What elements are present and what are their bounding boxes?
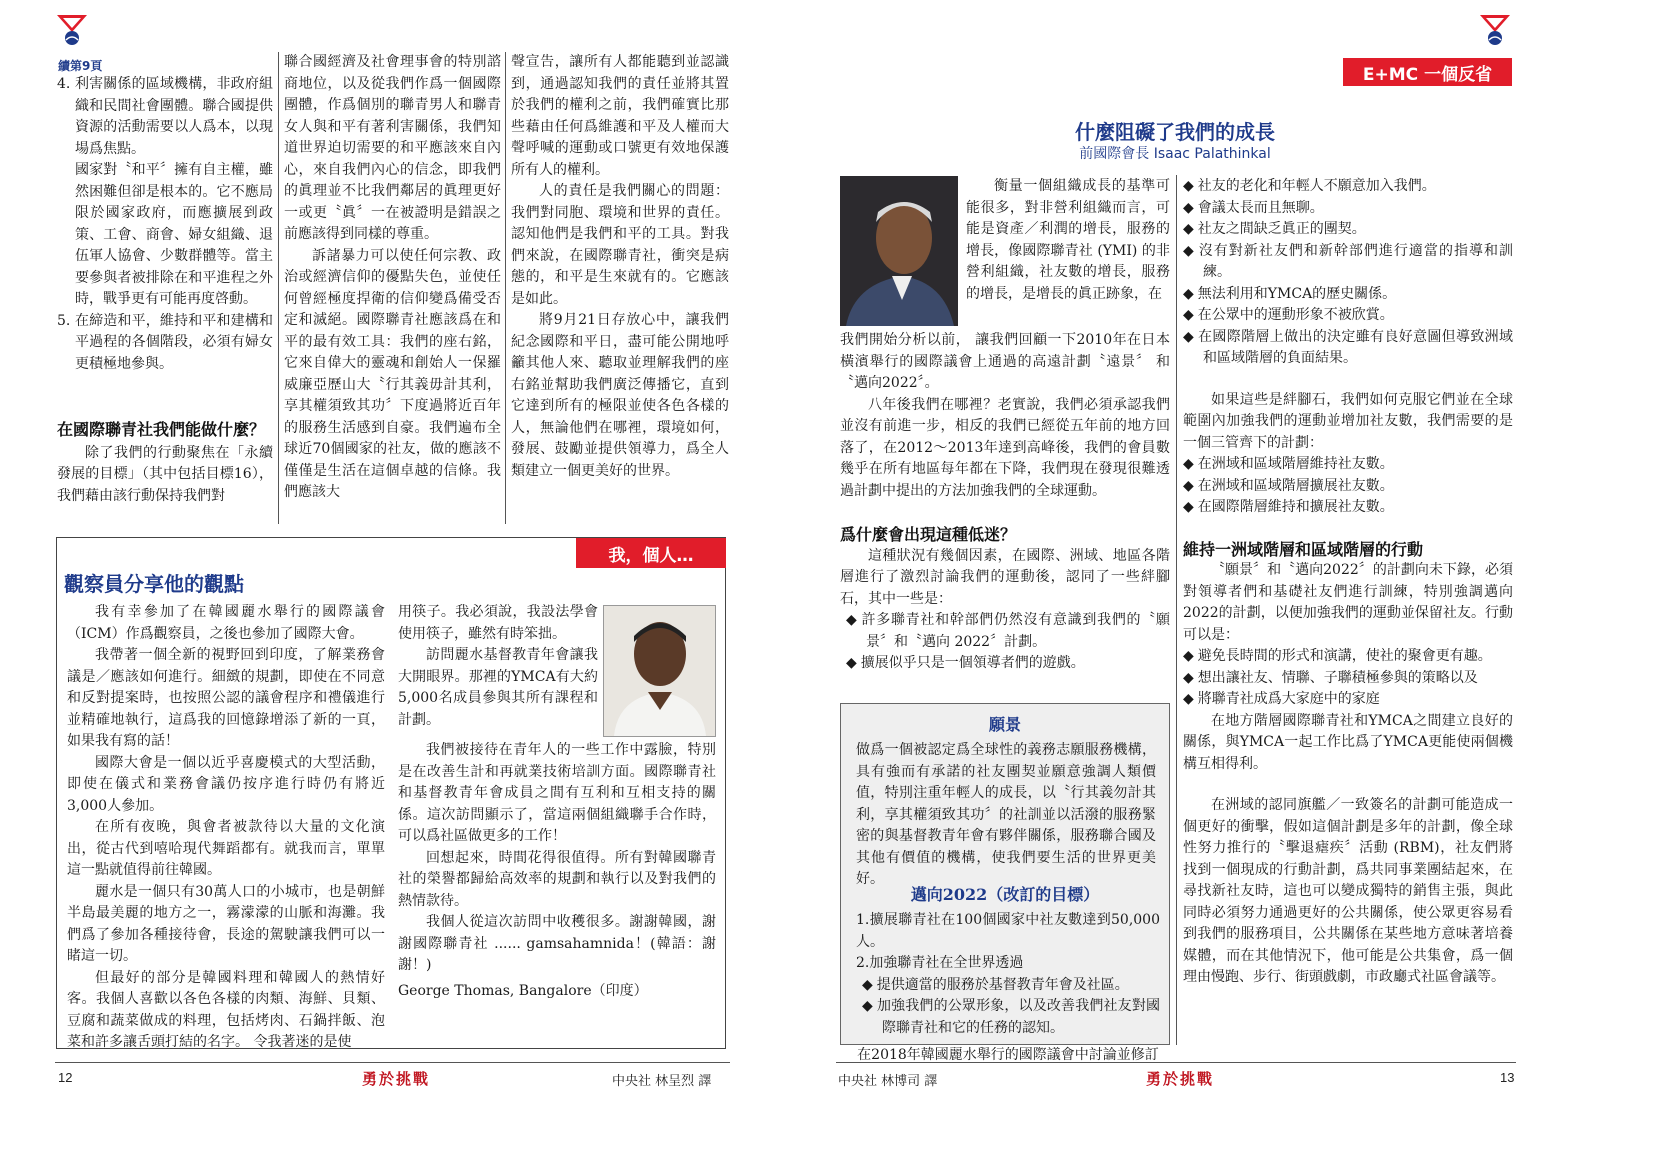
logo-left bbox=[55, 12, 89, 50]
paragraph: 我有幸參加了在韓國麗水舉行的國際議會（ICM）作爲觀察員，之後也參加了國際大會。 bbox=[67, 604, 385, 642]
paragraph: 我帶著一個全新的視野回到印度，了解業務會議是／應該如何進行。細緻的規劃，即使在不同意和反對提案時，也按照公認的議會程序和禮儀進行並精確地執行，這爲我的回憶錄增添了新的一頁，如果我有寫的話！ bbox=[67, 647, 385, 749]
paragraph: 我們開始分析以前， 讓我們回顧一下2010年在日本橫濱舉行的國際議會上通過的高遠計劃〝遠景〞 和〝邁向2022〞。 bbox=[840, 332, 1170, 391]
observer-col2 bbox=[398, 740, 716, 1002]
paragraph: 人的責任是我們關心的問題：我們對同胞、環境和世界的責任。認知他們是我們和平的工具。對我們來說，在國際聯青社，衝突是病態的，和平是生來就有的。它應該是如此。 bbox=[511, 183, 729, 307]
footer-brand-left: 勇於挑戰 bbox=[362, 1070, 431, 1088]
bullet-item: ◆ 社友的老化和年輕人不願意加入我們。 bbox=[1183, 176, 1513, 198]
photo-george-thomas bbox=[603, 605, 716, 737]
bullet-item: ◆ 會議太長而且無聊。 bbox=[1183, 198, 1513, 220]
paragraph: 用筷子。我必須說，我設法學會使用筷子，雖然有時笨拙。 bbox=[398, 604, 598, 642]
section-tag-right: E+MC 一個反省 bbox=[1343, 58, 1512, 86]
bullet-item: ◆ 將聯青社成爲大家庭中的家庭 bbox=[1183, 689, 1513, 711]
bullet-item: ◆ 在公眾中的運動形象不被欣賞。 bbox=[1183, 305, 1513, 327]
paragraph: 做爲一個被認定爲全球性的義務志願服務機構，具有強而有承諾的社友團契並願意強調人類價值，特別注重年輕人的成長，以〝行其義勿計其利，享其權須致其功〞的社訓並以活潑的服務緊密的與基督教青年會有夥伴關係，服務聯合國及其他有價值的機構，使我們要生活的世界更美好。 bbox=[856, 742, 1156, 887]
paragraph: 八年後我們在哪裡？老實說，我們必須承認我們並沒有前進一步，相反的我們已經從五年前的地方回落了，在2012〜2013年達到高峰後，我們的會員數幾乎在所有地區每年都在下降，我們現在發現很難透過計劃中提出的方法加強我們的全球運動。 bbox=[840, 396, 1170, 499]
list-item: 2.加強聯青社在全世界透過 bbox=[856, 955, 1024, 971]
article-title: 什麼阻礙了我們的成長 bbox=[1075, 120, 1275, 144]
right-col1 bbox=[840, 330, 1170, 675]
paragraph: 這種狀況有幾個因素，在國際、洲域、地區各階層進行了激烈討論我們的運動後，認同了一些絆腳石，其中一些是： bbox=[840, 547, 1170, 607]
paragraph-state: 國家對〝和平〞擁有自主權，雖然困難但卻是根本的。它不應局限於國家政府，而應擴展到政策、工會、商會、婦女組織、退伍軍人協會、少數群體等。當主要參與者被排除在和平進程之外時，戰爭更有可能再度啓動。 bbox=[75, 162, 273, 307]
vision-note: 在2018年韓國麗水舉行的國際議會中討論並修訂 bbox=[857, 1047, 1159, 1063]
paragraph: 聯合國經濟及社會理事會的特別諮商地位，以及從我們作爲一個國際團體，作爲個別的聯青男人和聯青女人與和平有著利害關係，我們知道世界迫切需要的和平應該來自內心，來自我們內心的信念，即我們的眞理並不比我們鄰居的眞理更好一或更〝眞〞一在被證明是錯誤之前應該得到同樣的尊重。 bbox=[284, 54, 501, 242]
page-number-right: 13 bbox=[1500, 1070, 1515, 1085]
paragraph: 我個人從這次訪問中收穫很多。謝謝韓國，謝謝國際聯青社 ...... gamsahamnida！(韓語：謝謝！) bbox=[398, 914, 716, 973]
toward-2022-heading: 邁向2022（改訂的目標） bbox=[910, 885, 1100, 904]
section-tag: 我，個人… bbox=[576, 538, 726, 568]
intro-wrap bbox=[966, 176, 1170, 305]
bullet-item: ◆ 在國際階層維持和擴展社友數。 bbox=[1183, 497, 1513, 519]
footer-brand-right: 勇於挑戰 bbox=[1146, 1070, 1215, 1088]
bullet-item: ◆ 社友之間缺乏眞正的團契。 bbox=[1183, 219, 1513, 241]
toward-2022-list bbox=[856, 910, 1160, 1067]
continued-label: 續第9頁 bbox=[58, 59, 103, 73]
observer-col1 bbox=[67, 602, 385, 1054]
vision-heading: 願景 bbox=[988, 715, 1021, 734]
bullet-item: ◆ 沒有對新社友們和新幹部們進行適當的指導和訓練。 bbox=[1183, 241, 1513, 284]
photo-isaac-palathinkal bbox=[840, 176, 958, 326]
signature: George Thomas, Bangalore（印度） bbox=[398, 982, 648, 999]
paragraph: 訪問麗水基督教青年會讓我大開眼界。那裡的YMCA有大約5,000名成員參與其所有課程和計劃。 bbox=[398, 647, 598, 728]
paragraph-action: 除了我們的行動聚焦在「永續發展的目標」（其中包括目標16），我們藉由該行動保持我們對 bbox=[57, 444, 273, 504]
observer-col2-top bbox=[398, 602, 598, 731]
paragraph: 回想起來，時間花得很值得。所有對韓國聯青社的榮譽都歸給高效率的規劃和執行以及對我們的熱情款待。 bbox=[398, 849, 716, 909]
paragraph: 衡量一個組織成長的基準可能很多，對非營利組織而言，可能是資產／利潤的增長，服務的增長，像國際聯青社 (YMI) 的非營利組織，社友數的增長，服務的增長，是增長的眞正跡象，在 bbox=[966, 178, 1170, 302]
section-heading: 維持一洲域階層和區域階層的行動 bbox=[1183, 539, 1424, 559]
vision-text bbox=[856, 740, 1156, 891]
bullet-item: ◆ 在國際階層上做出的決定雖有良好意圖但導致洲域和區域階層的負面結果。 bbox=[1183, 327, 1513, 370]
paragraph: 如果這些是絆腳石，我們如何克服它們並在全球範圍內加強我們的運動並增加社友數，我們需要的是一個三管齊下的計劃： bbox=[1183, 391, 1513, 451]
paragraph: 將9月21日存放心中，讓我們紀念國際和平日，盡可能公開地呼籲其他人來、聽取並理解我們的座右銘並幫助我們廣泛傳播它，直到它達到所有的極限並使各色各樣的人，無論他們在哪裡，環境如何，發展、鼓勵並提供領導力，爲全人類建立一個更美好的世界。 bbox=[511, 312, 729, 479]
paragraph: 在所有夜晚，與會者被款待以大量的文化演出，從古代到嘻哈現代舞蹈都有。就我而言，單單這一點就值得前往韓國。 bbox=[67, 819, 385, 878]
left-col1 bbox=[57, 74, 273, 507]
paragraph: 國際大會是一個以近乎喜慶模式的大型活動，即使在儀式和業務會議仍按序進行時仍有將近3,000人參加。 bbox=[67, 754, 385, 814]
observer-title: 觀察員分享他的觀點 bbox=[64, 572, 244, 596]
section-heading: 爲什麼會出現這種低迷？ bbox=[840, 525, 1017, 544]
right-col2 bbox=[1183, 176, 1513, 989]
article-byline: 前國際會長 Isaac Palathinkal bbox=[1079, 146, 1271, 162]
translator-credit-right: 中央社 林博司 譯 bbox=[838, 1074, 938, 1089]
list-item: 1.擴展聯青社在100個國家中社友數達到50,000 人。 bbox=[856, 912, 1160, 950]
logo-right bbox=[1478, 12, 1512, 50]
paragraph: 但最好的部分是韓國料理和韓國人的熱情好客。我個人喜歡以各色各樣的肉類、海鮮、貝類、豆腐和蔬菜做成的料理，包括烤肉、石鍋拌飯、泡菜和許多讓舌頭打結的名字。 令我著迷的是使 bbox=[67, 969, 385, 1050]
bullet-item: ◆ 擴展似乎只是一個領導者們的遊戲。 bbox=[846, 653, 1170, 675]
bullet-item: ◆ 想出讓社友、情聯、子聯積極參與的策略以及 bbox=[1183, 668, 1513, 690]
paragraph: 在地方階層國際聯青社和YMCA之間建立良好的關係，與YMCA一起工作比爲了YMCA更能使兩個機構互相得利。 bbox=[1183, 712, 1513, 772]
paragraph: 聲宣告，讓所有人都能聽到並認識到，通過認知我們的責任並將其置於我們的權利之前，我們確實比那些藉由任何爲維護和平及人權而大聲呼喊的運動或口號更有效地保護所有人的權利。 bbox=[511, 54, 729, 178]
bullet-item: ◆ 許多聯青社和幹部們仍然沒有意識到我們的〝願景〞和〝邁向 2022〞計劃。 bbox=[846, 610, 1170, 653]
list-item-5: 5. 在締造和平，維持和平和建構和平過程的各個階段，必須有婦女更積極地參與。 bbox=[57, 312, 273, 372]
bullet-item: ◆ 避免長時間的形式和演講，使社的聚會更有趣。 bbox=[1183, 646, 1513, 668]
left-col3 bbox=[511, 52, 729, 482]
bullet-item: ◆ 無法利用和YMCA的歷史關係。 bbox=[1183, 284, 1513, 306]
paragraph: 在洲域的認同旗艦／一致簽名的計劃可能造成一個更好的衝擊，假如這個計劃是多年的計劃，像全球性努力推行的〝擊退瘧疾〞活動 (RBM)，社友們將找到一個現成的行動計劃，爲共同事業團結起來，在尋找新社友時，這也可以變成獨特的銷售主張，與此同時必須努力通過更好的公共關係，使公眾更容易看到我們的服務項目，公共關係在某些地方意味著培養媒體，而在其他情況下，他可能是公共集會，爲一個理由慢跑、步行、街頭戲劇，市政廳式社區會議等。 bbox=[1183, 797, 1513, 985]
left-col2 bbox=[284, 52, 501, 504]
list-item-4: 4. 利害關係的區域機構，非政府組織和民間社會團體。聯合國提供資源的活動需要以人爲本，以現場爲焦點。 bbox=[57, 76, 273, 157]
paragraph: 〝願景〞和〝邁向2022〞的計劃向未下錄，必須對領導者們和基礎社友們進行訓練，特別強調邁向2022的計劃，以便加強我們的運動並保留社友。行動可以是： bbox=[1183, 562, 1513, 643]
bullet-item: ◆ 加強我們的公眾形象，以及改善我們社友對國際聯青社和它的任務的認知。 bbox=[862, 996, 1160, 1039]
bullet-item: ◆ 在洲域和區域階層擴展社友數。 bbox=[1183, 476, 1513, 498]
page-number-left: 12 bbox=[58, 1070, 73, 1085]
paragraph: 麗水是一個只有30萬人口的小城市，也是朝鮮半島最美麗的地方之一，霧濛濛的山脈和海灘。我們爲了參加各種接待會，長途的駕駛讓我們可以一睹這一切。 bbox=[67, 883, 385, 964]
bullet-item: ◆ 在洲域和區域階層維持社友數。 bbox=[1183, 454, 1513, 476]
paragraph: 我們被接待在青年人的一些工作中露臉，特別是在改善生計和再就業技術培訓方面。國際聯青社和基督教青年會成員之間有互利和互相支持的關係。這次訪問顯示了，當這兩個組織聯手合作時，可以爲社區做更多的工作！ bbox=[398, 742, 716, 844]
bullet-item: ◆ 提供適當的服務於基督教青年會及社區。 bbox=[862, 975, 1160, 997]
paragraph: 訴諸暴力可以使任何宗教、政治或經濟信仰的優點失色，並使任何曾經極度捍衛的信仰變爲備受否定和滅絕。國際聯青社應該爲在和平的最有效工具：我們的座右銘，它來自偉大的靈魂和創始人一保羅威廉亞歷山大〝行其義毋計其利，享其權須致其功〞下度過將近百年的服務生活感到自豪。我們遍布全球近70個國家的社友，做的應該不僅僅是生活在這個卓越的信條。我們應該大 bbox=[284, 247, 501, 500]
section-heading: 在國際聯青社我們能做什麼？ bbox=[57, 420, 266, 439]
translator-credit-left: 中央社 林呈烈 譯 bbox=[612, 1074, 712, 1089]
